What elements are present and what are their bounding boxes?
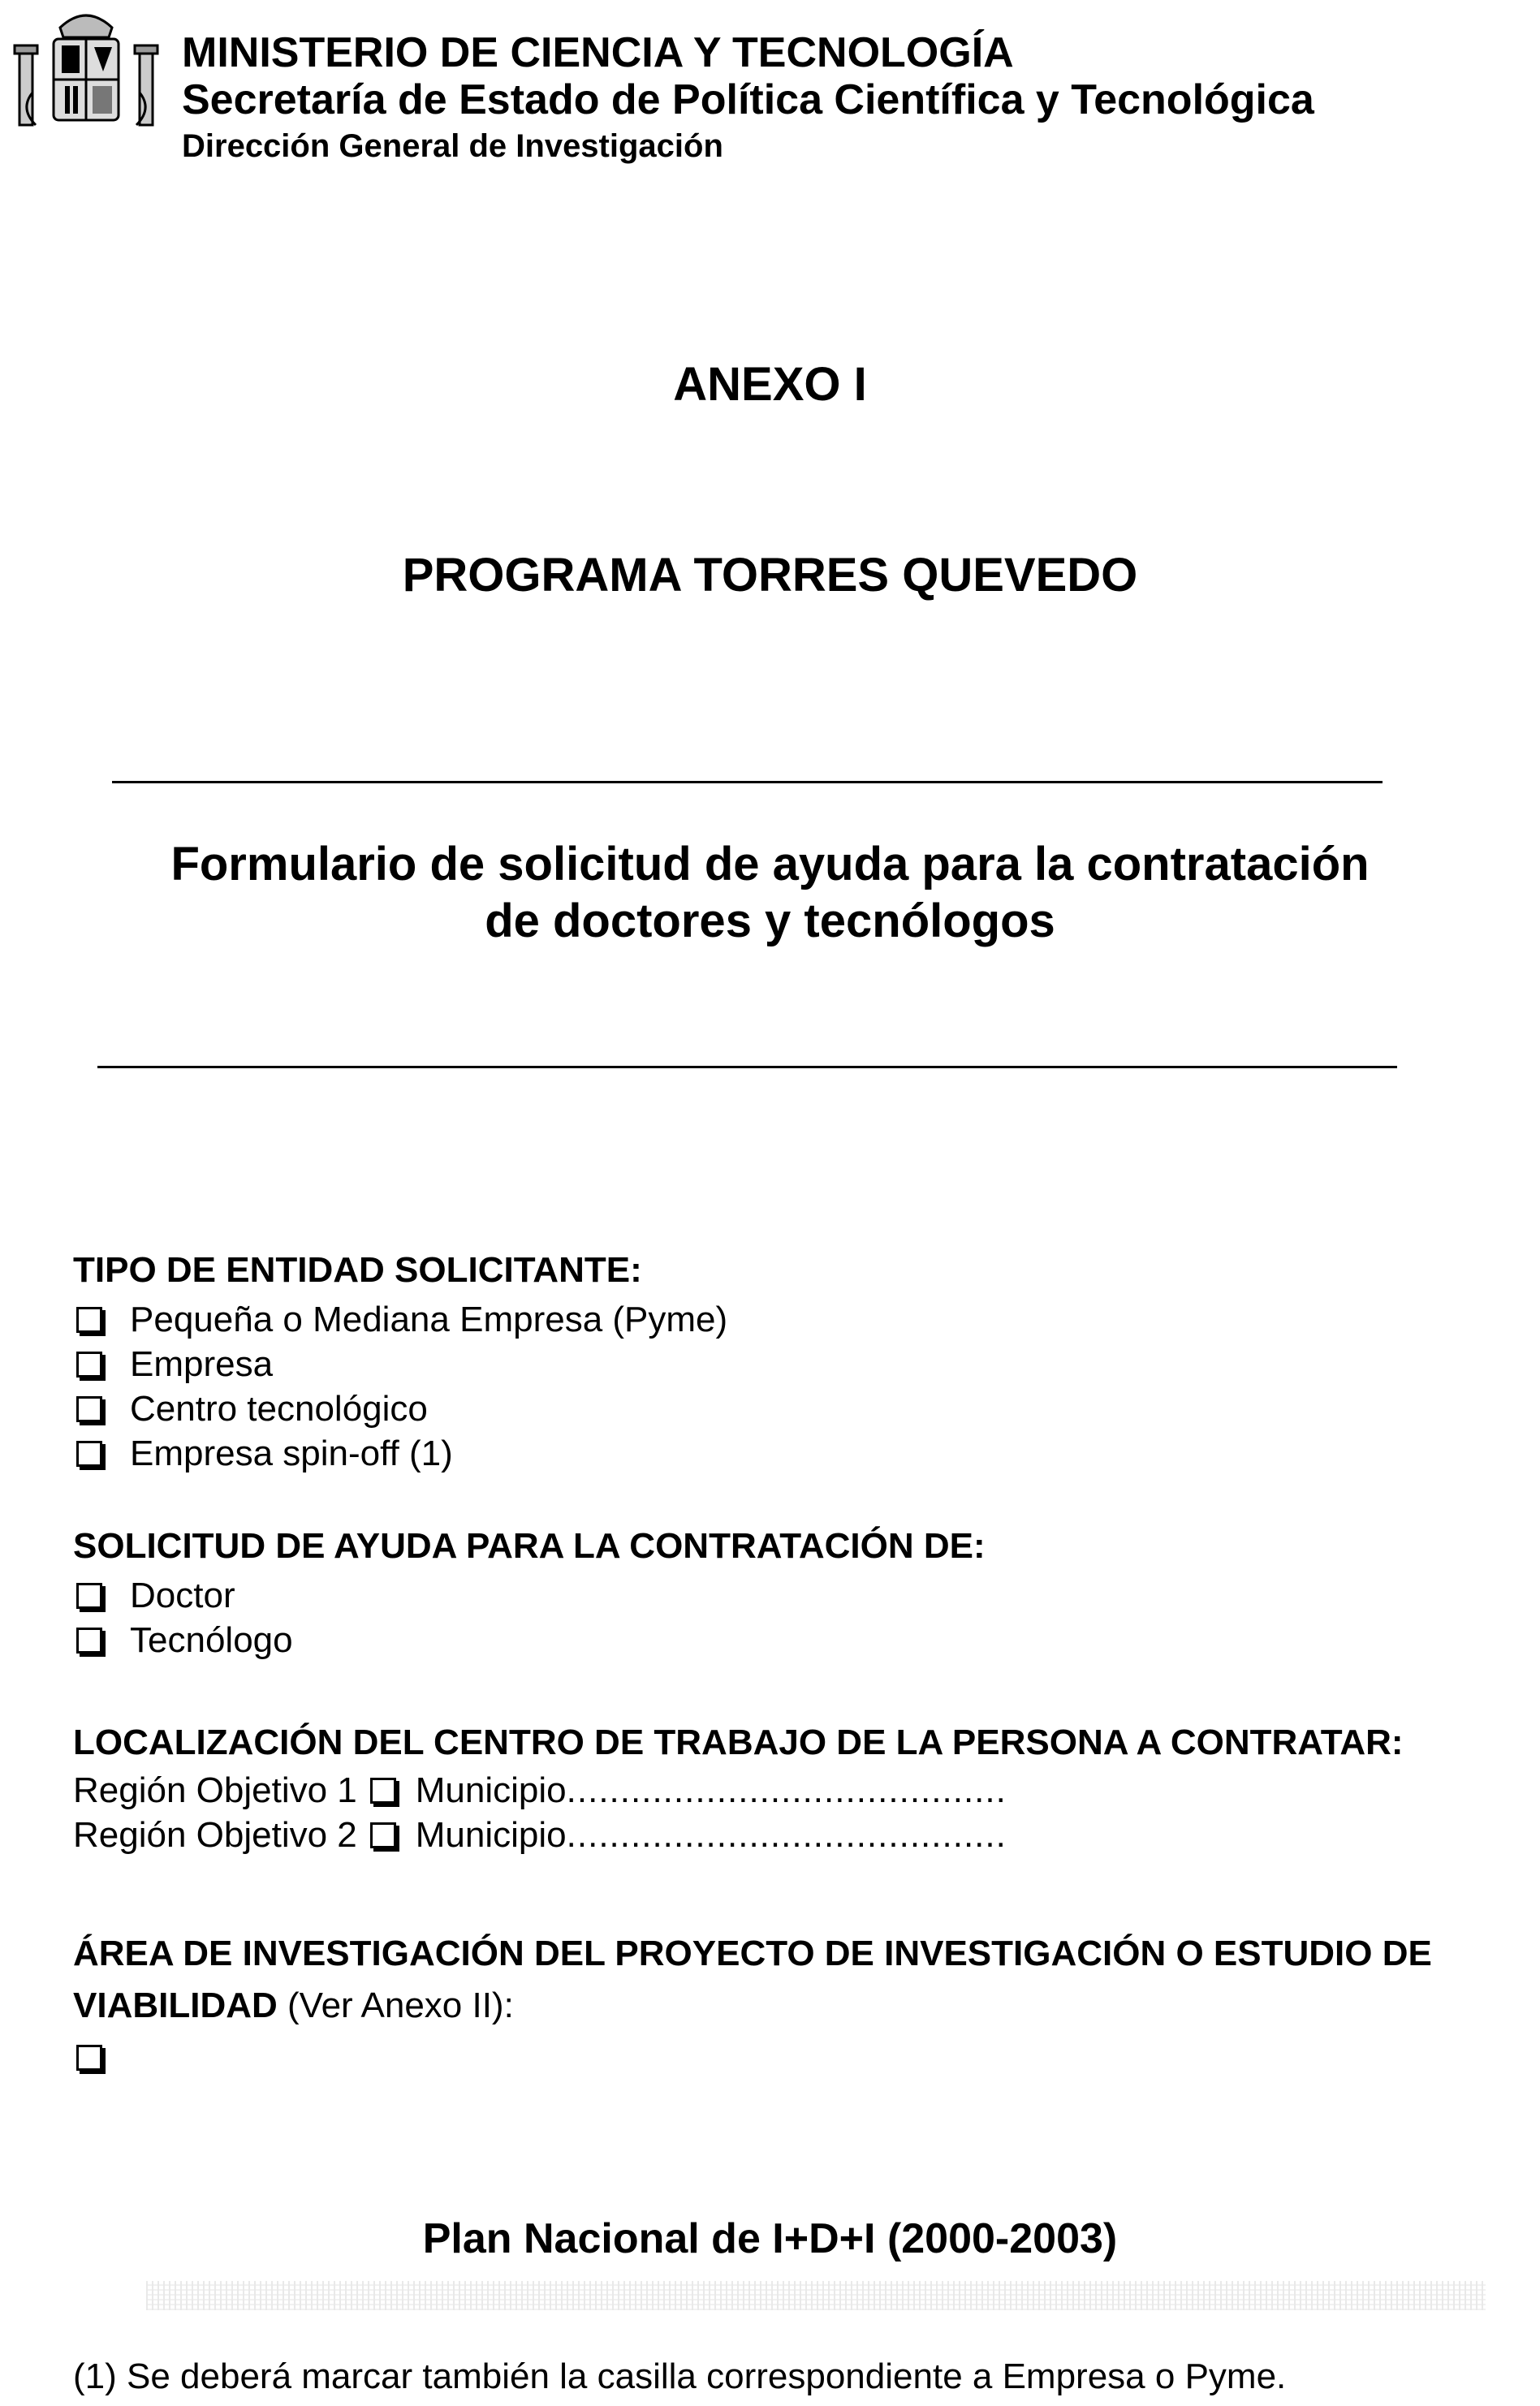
checkbox[interactable] (76, 2045, 102, 2071)
header-block (182, 29, 1314, 165)
entity-type-section (73, 1250, 1518, 1476)
checkbox[interactable] (76, 1628, 102, 1654)
option-label: Pequeña o Mediana Empresa (Pyme) (130, 1299, 728, 1339)
directorate-name: Dirección General de Investigación (182, 128, 723, 165)
entity-type-title: TIPO DE ENTIDAD SOLICITANTE: (73, 1250, 642, 1290)
option-label: Empresa (130, 1343, 274, 1384)
research-area-bold: VIABILIDAD (73, 1986, 278, 2025)
municipio-2-field[interactable]: ......................................... (566, 1814, 1007, 1855)
entity-option-empresa[interactable] (73, 1342, 1518, 1386)
hiring-option-doctor[interactable] (73, 1573, 1518, 1618)
ministry-name: MINISTERIO DE CIENCIA Y TECNOLOGÍA (182, 29, 1014, 76)
region-label: Región Objetivo 1 (73, 1770, 357, 1810)
region-1-checkbox[interactable] (370, 1778, 396, 1804)
research-area-option[interactable] (73, 2035, 1518, 2080)
option-label: Doctor (130, 1575, 235, 1615)
region-label: Región Objetivo 2 (73, 1814, 357, 1855)
entity-option-pyme[interactable] (73, 1297, 1518, 1342)
option-label: Tecnólogo (130, 1619, 293, 1660)
spain-coat-of-arms-icon (3, 3, 169, 143)
divider-bottom (97, 1066, 1397, 1068)
form-title (0, 836, 1540, 949)
checkbox[interactable] (76, 1441, 102, 1467)
plan-title: Plan Nacional de I+D+I (2000-2003) (422, 2215, 1118, 2262)
divider-top (112, 781, 1383, 783)
footnote: (1) Se deberá marcar también la casilla correspondiente a Empresa o Pyme. (73, 2356, 1287, 2396)
entity-option-spinoff[interactable] (73, 1431, 1518, 1476)
location-title: LOCALIZACIÓN DEL CENTRO DE TRABAJO DE LA PERSONA A CONTRATAR: (73, 1723, 1404, 1762)
research-area-title-line2 (73, 1980, 1518, 2032)
option-label: Centro tecnológico (130, 1388, 428, 1429)
municipio-label: Municipio (415, 1770, 567, 1810)
research-area-title: ÁREA DE INVESTIGACIÓN DEL PROYECTO DE INVESTIGACIÓN O ESTUDIO DE (73, 1934, 1432, 1973)
hiring-section (73, 1526, 1518, 1662)
form-title-line1: Formulario de solicitud de ayuda para la contratación (170, 838, 1370, 890)
checkbox[interactable] (76, 1307, 102, 1333)
option-label: Empresa spin-off (1) (130, 1433, 453, 1473)
checkbox[interactable] (76, 1396, 102, 1422)
municipio-1-field[interactable]: ......................................... (566, 1770, 1007, 1810)
checkbox[interactable] (76, 1352, 102, 1378)
hiring-title: SOLICITUD DE AYUDA PARA LA CONTRATACIÓN DE: (73, 1526, 986, 1566)
research-area-note: (Ver Anexo II): (277, 1986, 514, 2025)
region-2-checkbox[interactable] (370, 1822, 396, 1848)
location-row-2 (73, 1813, 1518, 1857)
municipio-label: Municipio (415, 1814, 567, 1855)
hiring-option-tecnologo[interactable] (73, 1618, 1518, 1662)
annex-title: ANEXO I (673, 358, 867, 411)
entity-option-centro[interactable] (73, 1386, 1518, 1431)
secretariat-name: Secretaría de Estado de Política Científica y Tecnológica (182, 76, 1314, 124)
scan-noise (146, 2281, 1486, 2310)
form-title-line2: de doctores y tecnólogos (485, 894, 1055, 947)
research-area-section (73, 1928, 1518, 2080)
program-title: PROGRAMA TORRES QUEVEDO (402, 549, 1138, 602)
location-row-1 (73, 1768, 1518, 1813)
location-section (73, 1723, 1518, 1857)
checkbox[interactable] (76, 1583, 102, 1609)
